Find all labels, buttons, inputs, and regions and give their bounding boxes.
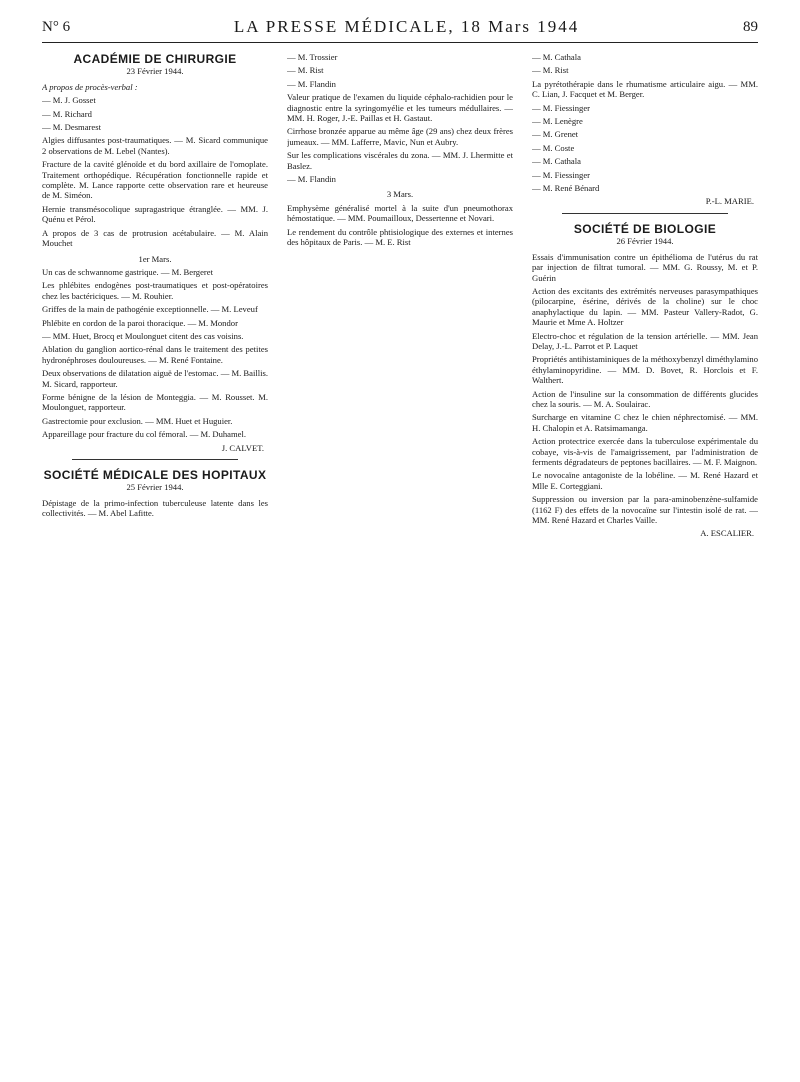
report-entry: Le novocaïne antagoniste de la lobéline. — M. René Hazard et Mlle E. Corteggiani. bbox=[532, 470, 758, 491]
report-entry: A propos de 3 cas de protrusion acétabulaire. — M. Alain Mouchet bbox=[42, 227, 268, 249]
report-entry: — M. Flandin bbox=[287, 174, 336, 185]
report-entry: — M. Desmarest bbox=[42, 122, 101, 133]
report-entry: — M. Rist bbox=[287, 65, 324, 76]
report-entry: Griffes de la main de pathogénie exceptionnelle. — M. Leveuf bbox=[42, 304, 258, 315]
report-entry: — M. Fiessinger bbox=[532, 102, 591, 113]
report-entry: Surcharge en vitamine C chez le chien néphrectomisé. — MM. H. Chalopin et A. Ratsimamanga. bbox=[532, 412, 758, 433]
column-left bbox=[42, 52, 268, 1070]
report-entry: — M. J. Gosset bbox=[42, 95, 96, 106]
report-entry: A propos de procès-verbal : bbox=[42, 81, 138, 92]
report-entry: Le rendement du contrôle phtisiologique des externes et internes des hôpitaux de Paris. — M. E. Rist bbox=[287, 226, 513, 248]
report-entry: — M. Rist bbox=[532, 65, 569, 76]
report-entry: — M. Fiessinger bbox=[532, 169, 591, 180]
report-entry: Action de l'insuline sur la consommation de différents glucides chez la souris. — M. A. Soulairac. bbox=[532, 388, 758, 409]
session-date: 26 Février 1944. bbox=[616, 236, 674, 247]
author-signature: P.-L. MARIE. bbox=[705, 196, 754, 207]
report-entry: Suppression ou inversion par la para-aminobenzène-sulfamide (1162 F) des effets de la novocaïne sur l'intestin isolé de rat. — MM. René Hazard et Charles Vaille. bbox=[532, 494, 758, 526]
page-number: 89 bbox=[743, 18, 758, 35]
report-entry: Phlébite en cordon de la paroi thoracique. — M. Mondor bbox=[42, 317, 238, 328]
report-entry: Deux observations de dilatation aiguë de l'estomac. — M. Baillis. M. Sicard, rapporteur. bbox=[42, 368, 268, 389]
issue-number: N° 6 bbox=[42, 18, 71, 35]
report-entry: La pyrétothérapie dans le rhumatisme articulaire aigu. — MM. C. Lian, J. Facquet et M. Berger. bbox=[532, 78, 758, 100]
report-entry: Gastrectomie pour exclusion. — MM. Huet et Huguier. bbox=[42, 415, 233, 426]
report-entry: — M. Coste bbox=[532, 142, 575, 153]
column-middle bbox=[287, 52, 513, 1070]
report-entry: Electro-choc et régulation de la tension artérielle. — MM. Jean Delay, J.-L. Parrot et P. Laquet bbox=[532, 330, 758, 351]
report-entry: Un cas de schwannome gastrique. — M. Bergeret bbox=[42, 266, 213, 277]
section-divider bbox=[72, 459, 238, 460]
report-entry: Les phlébites endogènes post-traumatiques et post-opératoires chez les bactériciques. — M. Rouhier. bbox=[42, 280, 268, 301]
author-signature: J. CALVET. bbox=[221, 442, 264, 453]
report-entry: — M. Flandin bbox=[287, 78, 336, 89]
author-signature: A. ESCALIER. bbox=[700, 528, 754, 539]
section-title: SOCIÉTÉ MÉDICALE DES HOPITAUX bbox=[43, 468, 267, 482]
report-entry: Dépistage de la primo-infection tuberculeuse latente dans les collectivités. — M. Abel Lafitte. bbox=[42, 497, 268, 519]
report-entry: Action des excitants des extrémités nerveuses parasympathiques (pilocarpine, ésérine, dérivés de la choline) sur le choc anaphylactique du lapin. — MM. Pasteur Vallery-Radot, G. Maurie et Mme A. Holtzer bbox=[532, 285, 758, 328]
report-entry: Hernie transmésocolique supragastrique étranglée. — MM. J. Quénu et Pérol. bbox=[42, 203, 268, 225]
report-entry: Cirrhose bronzée apparue au même âge (29 ans) chez deux frères jumeaux. — MM. Lafferre, Mavic, Nun et Aubry. bbox=[287, 126, 513, 147]
section-title: ACADÉMIE DE CHIRURGIE bbox=[73, 52, 237, 66]
report-entry: — M. Trossier bbox=[287, 52, 338, 62]
report-entry: Valeur pratique de l'examen du liquide céphalo-rachidien pour le diagnostic entre la syringomyélie et les tumeurs médullaires. — MM. H. Roger, J.-E. Paillas et H. Gastaut. bbox=[287, 92, 513, 124]
report-entry: Forme bénigne de la lésion de Monteggia. — M. Rousset. M. Moulonguet, rapporteur. bbox=[42, 391, 268, 413]
header-rule bbox=[42, 42, 758, 43]
report-entry: — M. Lenègre bbox=[532, 116, 583, 127]
session-date: 1er Mars. bbox=[138, 253, 172, 264]
report-entry: Sur les complications viscérales du zona. — MM. J. Lhermitte et Baslez. bbox=[287, 150, 513, 171]
report-entry: — M. Cathala bbox=[532, 156, 581, 167]
journal-title: LA PRESSE MÉDICALE, 18 Mars 1944 bbox=[233, 17, 580, 36]
session-date: 23 Février 1944. bbox=[126, 66, 184, 77]
report-entry: — M. René Bénard bbox=[532, 183, 600, 194]
section-title: SOCIÉTÉ DE BIOLOGIE bbox=[573, 221, 717, 236]
session-date: 3 Mars. bbox=[386, 189, 414, 200]
report-entry: Fracture de la cavité glénoïde et du bord axillaire de l'omoplate. Traitement orthopédique. Récupération fonctionnelle rapide et complète. M. Lance rapporte cette observation rare et heureuse de M. Siméon. bbox=[42, 159, 268, 201]
report-entry: Emphysème généralisé mortel à la suite d'un pneumothorax hémostatique. — MM. Poumailloux, Dessertenne et Novari. bbox=[287, 202, 513, 224]
report-entry: Propriétés antihistaminiques de la méthoxybenzyl diméthylamino éthylaminopyridine. — MM. D. Bovet, R. Horclois et F. Walthert. bbox=[532, 354, 758, 386]
section-divider bbox=[562, 213, 728, 214]
report-entry: — M. Grenet bbox=[532, 129, 579, 140]
column-right bbox=[532, 52, 758, 1070]
page-header bbox=[42, 14, 758, 40]
report-entry: — M. Richard bbox=[42, 108, 92, 119]
session-date: 25 Février 1944. bbox=[126, 482, 184, 493]
report-entry: Algies diffusantes post-traumatiques. — M. Sicard communique 2 observations de M. Lebel (Nantes). bbox=[42, 135, 268, 156]
report-entry: Essais d'immunisation contre un épithélioma de l'utérus du rat par injection de filtrat tumoral. — MM. G. Roussy, M. et P. Guérin bbox=[532, 251, 758, 283]
report-entry: — MM. Huet, Brocq et Moulonguet citent des cas voisins. bbox=[42, 330, 244, 341]
report-entry: Ablation du ganglion aortico-rénal dans le traitement des petites hydronéphroses douloureuses. — M. René Fontaine. bbox=[42, 344, 268, 365]
report-entry: Appareillage pour fracture du col fémoral. — M. Duhamel. bbox=[42, 429, 247, 440]
report-entry: Action protectrice exercée dans la tuberculose expérimentale du cobaye, vis-à-vis de l'amaigrissement, par l'administration de ferments dégradateurs de peptones bacillaires. — M. F. Maignon. bbox=[532, 436, 758, 467]
report-entry: — M. Cathala bbox=[532, 52, 581, 62]
